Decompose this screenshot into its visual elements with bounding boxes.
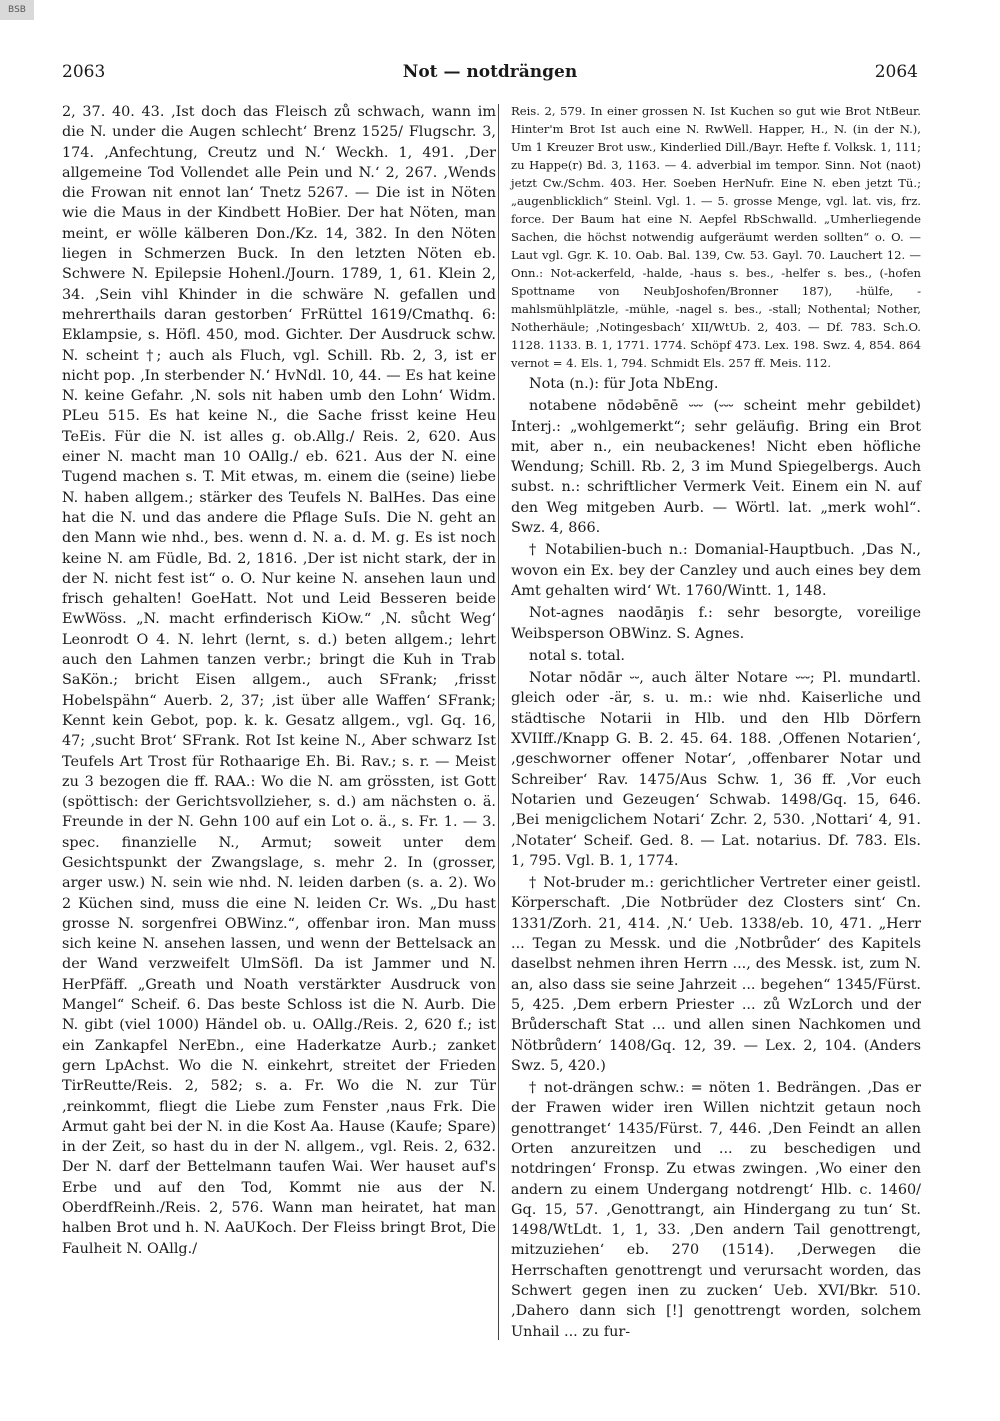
entry-not-draengen: † not-drängen schw.: = nöten 1. Bedrängen. ‚Das er der Frawen wider iren Willen nichtzit getaun noch genottranget‘ 1435/Fürst. 7, 446. ‚Den Feindt an allen Orten anzureitzen und ... zu beschedigen und notdringen‘ Fronsp. Zu etwas zwingen. ‚Wo einer den andern zu einem Undergang notdrengt‘ Hlb. c. 1460/ Gq. 15, 57. ‚Genottrangt, ain Hindergang zu tun‘ St. 1498/WtLdt. 1, 1, 33. ‚Den andern Tail genottrengt, mitzuziehen‘ eb. 270 (1514). ‚Derwegen die Herrschaften genottrengt und verursacht worden, das Schwert gegen inen zu zucken‘ Ueb. XVI/Bkr. 510. ‚Dahero dann sich [!] genottrengt worden, solchem Unhail ... zu fur- [511, 1080, 921, 1340]
entry-notabene: notabene nōdəbēnē ⏑⏑⏑ (⏑⏑⏑ scheint mehr gebildet) Interj.: „wohlgemerkt“; sehr geläufig. Bring ein Brot mit, aber n., ein neubackenes! Nicht eben höfliche Wendung; Schill. Rb. 2, 3 im Mund Spiegelbergs. Auch subst. n.: schriftlicher Vermerk Veit. Einem ein N. auf den Weg mitgeben Aurb. — Wörtl. lat. „merk wohl“. Swz. 4, 866. [511, 398, 921, 537]
entry-notabilien-buch: † Notabilien-buch n.: Domanial-Hauptbuch. ‚Das N., wovon ein Ex. bey der Canzley und auch eines bey dem Amt gehalten wird‘ Wt. 1760/Wintt. 1, 148. [511, 542, 921, 599]
page-number-right: 2064 [874, 62, 918, 82]
entry-not-continuation: Reis. 2, 579. In einer grossen N. Ist Kuchen so gut wie Brot NtBeur. Hinter'm Brot Ist auch eine N. RwWell. Happer, H., N. (in der N.), Um 1 Kreuzer Brot usw., Kinderlied Dill./Bayr. Hefte f. Volksk. 1, 111; zu Happe(r) Bd. 3, 1163. — 4. adverbial im tempor. Sinn. Not (naot) jetzt Cw./Schm. 403. Her. Soeben HerNufr. Eine N. eben jetzt Tü.; „augenblicklich“ Steinl. Vgl. 1. — 5. grosse Menge, vgl. lat. vis, frz. force. Der Baum hat eine N. Aepfel RbSchwalld. „Umherliegende Sachen, die höchst notwendig aufgeräumt werden sollten“ o. O. — Laut vgl. Ggr. K. 10. Oab. Bal. 139, Cw. 53. Gayl. 70. Lauchert 12. — Onn.: Not-ackerfeld, -halde, -haus s. bes., -helfer s. bes., (-hofen Spottname von NeubJoshofen/Bronner 187), -hülfe, -mahlsmühlplätzle, -mühle, -nagel s. bes., -stall; Nothental; Nother, Notherhäule; ‚Notingesbach‘ XII/WtUb. 2, 403. — Df. 783. Sch.O. 1128. 1133. B. 1, 1771. 1774. Schöpf 473. Lex. 198. Swz. 4, 854. 864 vernot = 4. Els. 1, 794. Schmidt Els. 257 ff. Meis. 112. [511, 104, 921, 370]
page-header [62, 62, 918, 86]
left-column-text: 2, 37. 40. 43. ‚Ist doch das Fleisch zů schwach, wann im die N. under die Augen schlecht‘ Brenz 1525/ Flugschr. 3, 174. ‚Anfechtung, Creutz und N.‘ Weckh. 1, 491. ‚Der allgemeine Tod Vollendet alle Pein und N.‘ 2, 267. ‚Wends die Frowan nit ennot lan‘ Tnetz 5267. — Die ist in Nöten wie die Maus in der Kindbett HoBier. Der hat Nöten, man meint, er wölle kälberen Don./Kz. 14, 382. In den Nöten liegen in Schmerzen Buck. In den letzten Nöten eb. Schwere N. Epilepsie Hohenl./Journ. 1789, 1, 61. Klein 2, 34. ‚Sein vihl Khinder in die schwäre N. gefallen und mehrerthails daran gestorben‘ FrRüttel 1619/Cmathq. 6: Eklampsie, s. Höfl. 450, mod. Gichter. Der Ausdruck schw. N. scheint †; auch als Fluch, vgl. Schill. Rb. 2, 3, ist er nicht pop. ‚In sterbender N.‘ HvNdl. 10, 44. — Es hat keine N. keine Gefahr. ‚N. sols nit haben umb den Lohn‘ Widm. PLeu 515. Es hat keine N., die Sache frisst keine Heu TeEis. Für die N. ist alles g. ob.Allg./ Reis. 2, 620. Aus einer N. macht man 10 OAllg./ eb. 621. Aus der N. eine Tugend machen s. T. Mit etwas, m. einem die (seine) liebe N. haben allgem.; stärker des Teufels N. BalHes. Das eine hat die N. und das andere die Pflage SuIs. Die N. geht an den Mann wie nhd., bes. wenn d. N. a. d. M. g. Es ist noch keine N. am Füdle, Bd. 2, 1816. ‚Der ist nicht stark, der in der N. nicht fest ist“ o. O. Nur keine N. ansehen laun und frisch gehalten! GoeHatt. Not und Leid Besseren beide EwWöss. „N. macht erfinderisch KiOw.“ ‚N. sůcht Weg‘ Leonrodt O 4. N. lehrt (lernt, s. d.) beten allgem.; lehrt auch den Lahmen tanzen verbr.; bringt die Kuh in Trab SaKön.; bricht Eisen allgem., auch SFrank; ‚frisst Hobelspähn“ Auerb. 2, 37; ‚ist über alle Waffen‘ SFrank; Kennt kein Gebot, pop. k. k. Gesatz allgem., vgl. Gq. 16, 47; ‚sucht Brot‘ SFrank. Rot Ist keine N., Aber schwarz Ist Teufels Art Trost für Rothaarige Eh. Bi. Rav.; s. r. — Meist zu 3 bezogen die ff. RAA.: Wo die N. am grössten, ist Gott (spöttisch: der Gerichtsvollzieher, s. d.) am nächsten o. ä. Freunde in der N. Gehn 100 auf ein Lot o. ä., s. Fr. 1. — 3. spec. finanzielle N., Armut; soweit unter dem Gesichtspunkt der Zwangslage, s. mehr 2. In (grosser, arger usw.) N. sein wie nhd. N. leiden darben (s. a. 2). Wo 2 Küchen sind, muss die eine N. leiden Cr. Ws. „Du hast grosse N. sorgenfrei OBWinz.“, offenbar iron. Man muss sich keine N. ansehen lassen, und wenn der Bettelsack an der Wand verzweifelt UlmSöfl. Da ist Jammer und N. HerPfäff. „Greath und Noath verstärkter Ausdruck von Mangel“ Scheif. 6. Das beste Schloss ist die N. Aurb. Die N. gibt (viel 1000) Händel ob. u. OAllg./Reis. 2, 620 f.; ist ein Zankapfel NerEbn., eine Haderkatze Aurb.; zanket gern LpAchst. Wo die N. einkehrt, streitet der Frieden TirReutte/Reis. 2, 582; s. a. Fr. Wo die N. zur Tür ‚reinkommt, fliegt die Liebe zum Fenster ‚naus Frk. Die Armut gaht bei der N. in die Kost Aa. Hause (Kaufe; Spare) in der Zeit, so hast du in der N. allgem., vgl. Reis. 2, 632. Der N. darf der Bettelmann taufen Wai. Wer hauset auf's Erbe und auf den Tod, Kommt nie aus der N. OberdfReinh./Reis. 2, 576. Wann man heiratet, hat man halben Brot und h. N. AaUKoch. Der Fleiss bringt Brot, Die Faulheit N. OAllg./ [62, 104, 496, 1257]
entry-notar: Notar nōdār ⏑⏑, auch älter Notare ⏑⏑⏑; Pl. mundartl. gleich oder -är, s. u. m.: wie nhd. Kaiserliche und städtische Notarii in Hlb. und den Hlb Dörfern XVIIff./Knapp G. B. 2. 45. 64. 188. ‚Offenen Notarien‘, ‚geschworner offener Notar‘, ‚offenbarer Notar und Schreiber‘ Rav. 1475/Aus Schw. 1, 36 ff. ‚Vor euch Notarien und Gezeugen‘ Schwab. 1498/Gq. 15, 646. ‚Bei menigclichem Notari‘ Zchr. 2, 530. ‚Nottari‘ 4, 91. ‚Notater‘ Scheif. Ged. 8. — Lat. notarius. Df. 783. Els. 1, 795. Vgl. B. 1, 1774. [511, 670, 921, 869]
entry-not-agnes: Not-agnes naodāŋis f.: sehr besorgte, voreilige Weibsperson OBWinz. S. Agnes. [511, 605, 921, 642]
entry-notal: notal s. total. [529, 647, 625, 664]
column-divider [498, 104, 499, 1340]
entry-nota: Nota (n.): für Jota NbEng. [529, 376, 719, 392]
page-number-left: 2063 [62, 62, 106, 82]
left-column [62, 102, 496, 1259]
bsb-corner-tag: BSB [0, 0, 34, 20]
page-title: Not — notdrängen [402, 62, 578, 82]
right-column [511, 102, 921, 1342]
entry-not-bruder: † Not-bruder m.: gerichtlicher Vertreter einer geistl. Körperschaft. ‚Die Notbrüder dez Closters sint‘ Cn. 1331/Zorh. 21, 414. ‚N.‘ Ueb. 1338/eb. 10, 471. „Herr ... Tegan zu Messk. und die ‚Notbrůder‘ des Kapitels daselbst nehmen ihren Herrn ..., des Messk. ist, zum N. an, also dass sie seine Jahrzeit ... begehen“ 1345/Fürst. 5, 425. ‚Dem erbern Priester ... zů WzLorch und der Brůderschaft Stat ... und allen sinen Nachkomen und Nötbrůdern‘ 1408/Gq. 12, 39. — Lex. 2, 104. (Anders Swz. 5, 420.) [511, 875, 921, 1074]
